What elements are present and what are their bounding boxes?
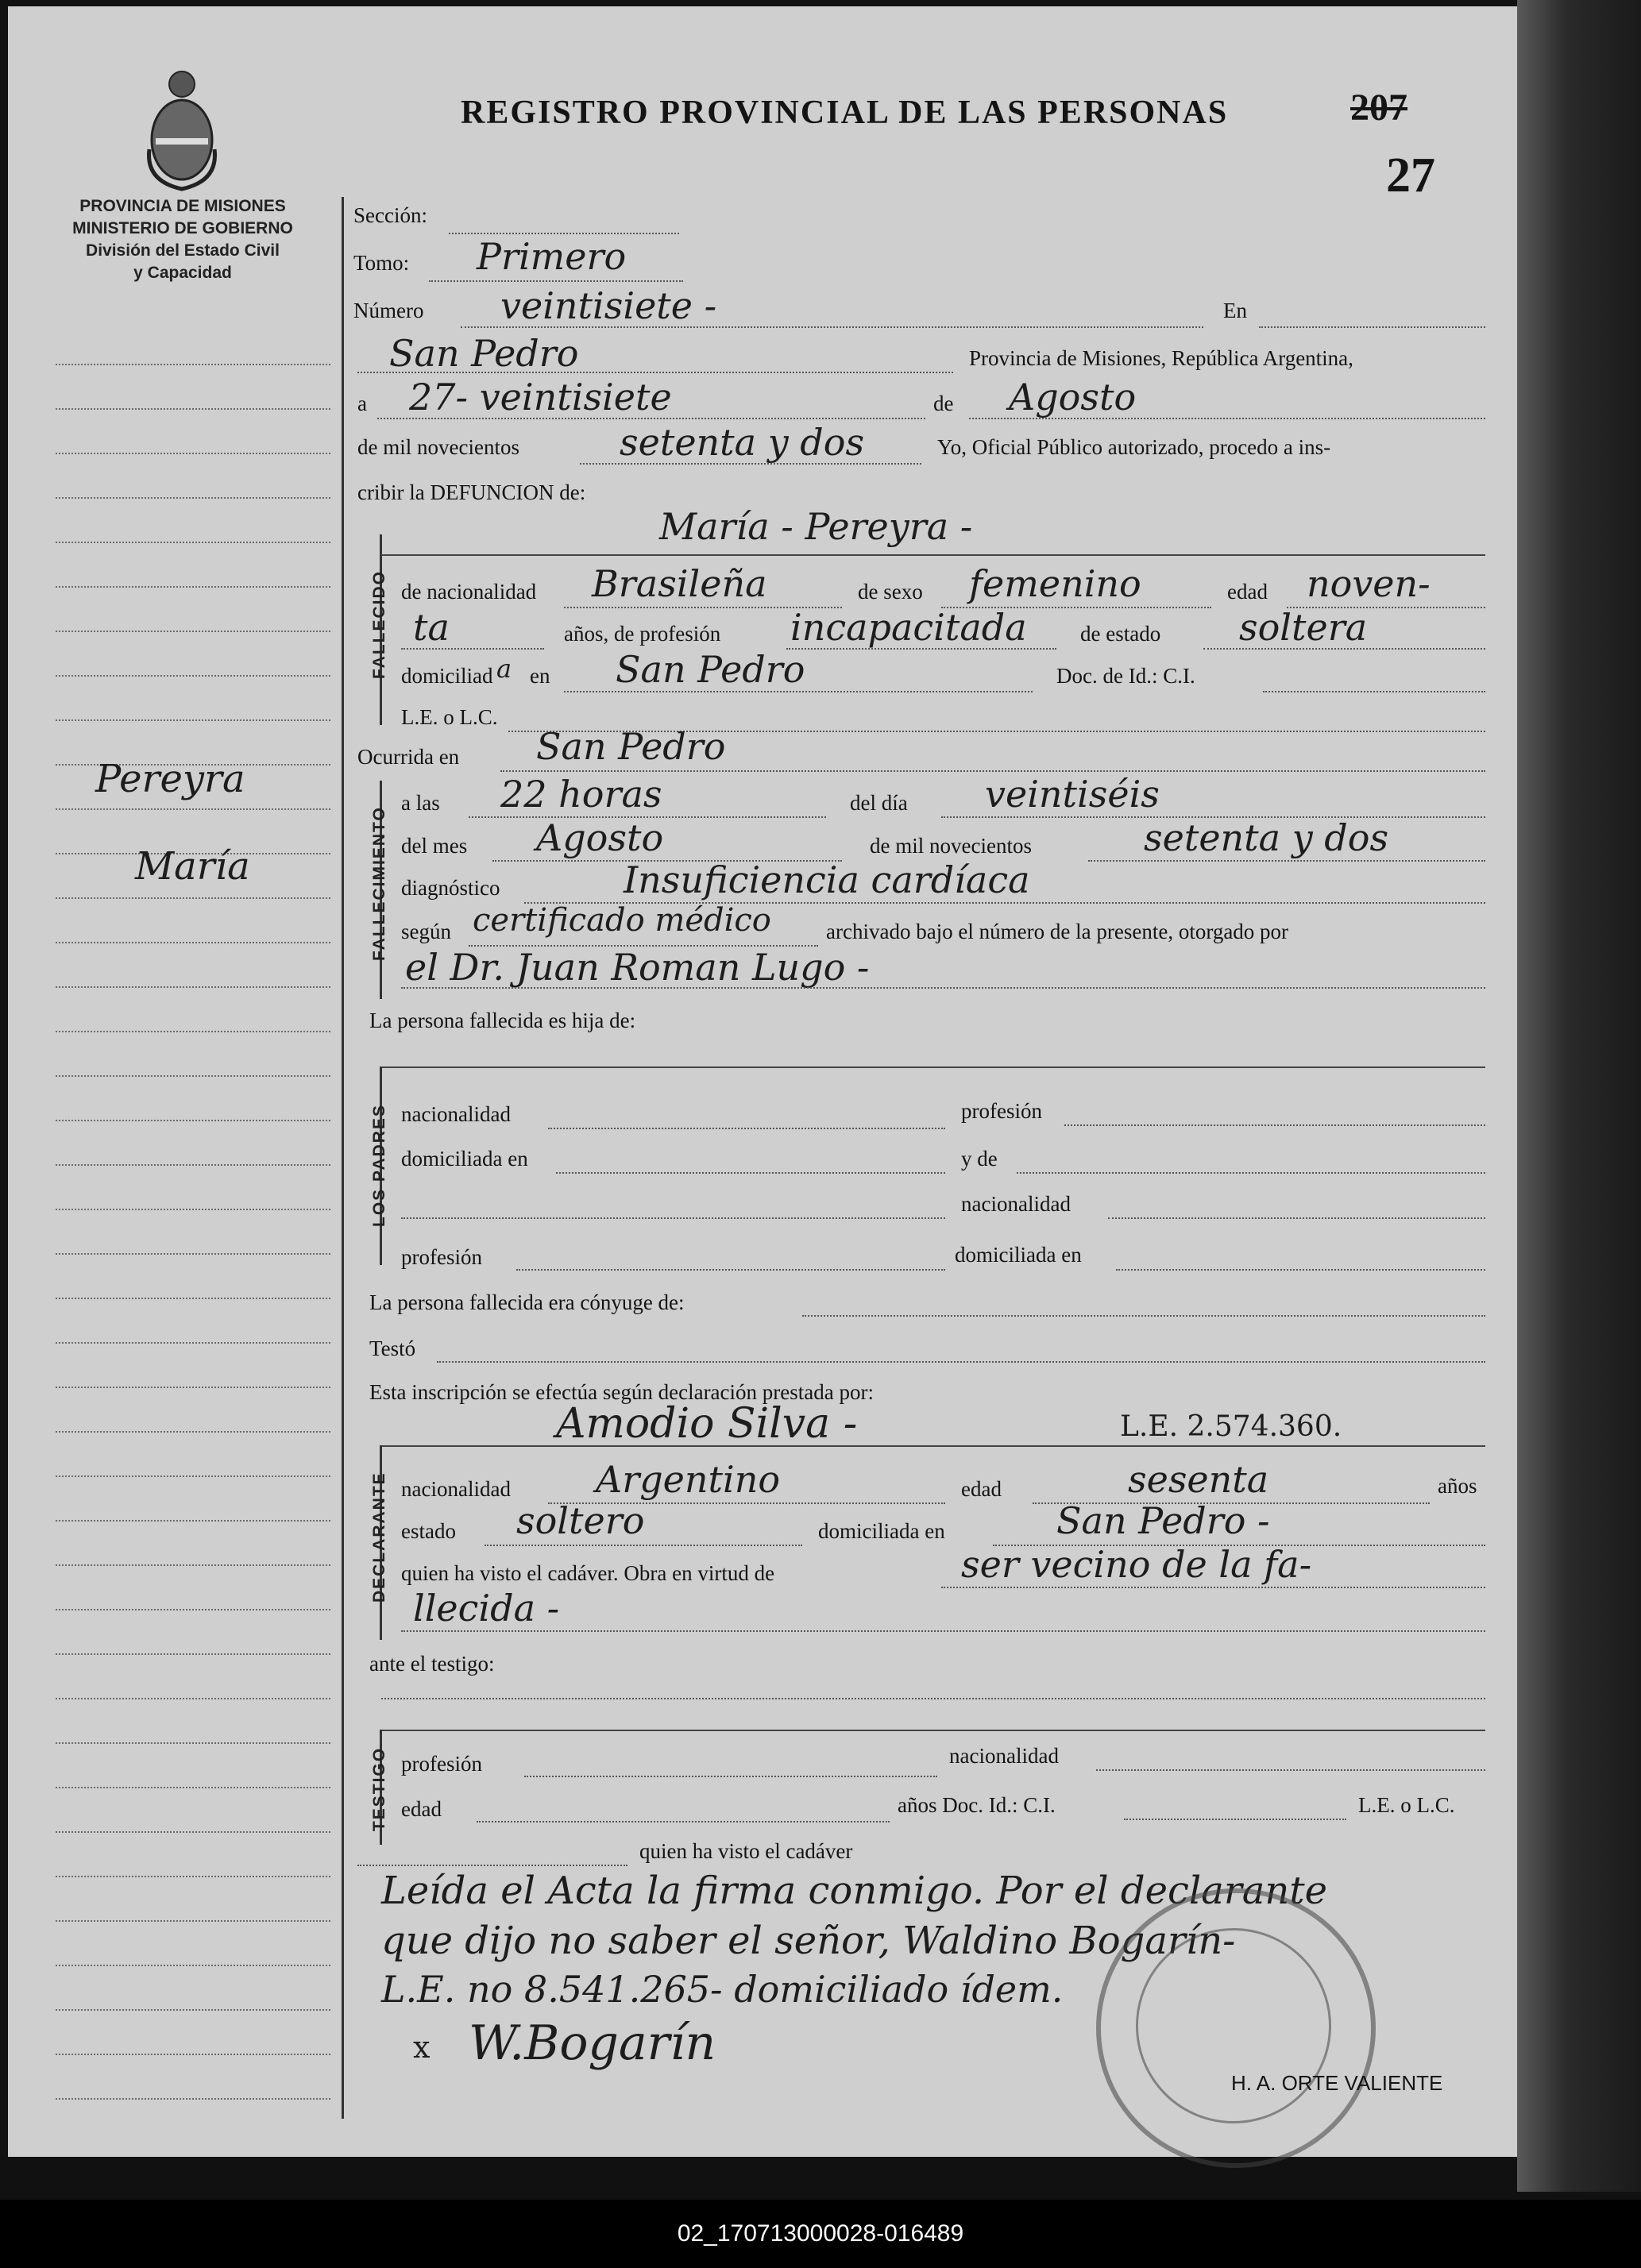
label-testo: Testó <box>369 1336 416 1360</box>
margin-ruled-line <box>56 408 330 410</box>
margin-ruled-line <box>56 1253 330 1255</box>
line-nombre <box>381 554 1485 556</box>
line-profesion-madre <box>516 1269 945 1271</box>
folio-number: 27 <box>1386 148 1435 202</box>
value-decl-obra-1: ser vecino de la fa- <box>961 1543 1312 1586</box>
label-ocurrida-en: Ocurrida en <box>357 745 460 769</box>
margin-ruled-line <box>56 1431 330 1433</box>
line-testigo-nombre <box>381 1698 1485 1699</box>
margin-ruled-line <box>56 1075 330 1077</box>
margin-ruled-line <box>56 808 330 810</box>
line-testigo-profesion <box>524 1776 937 1777</box>
line-conyuge <box>802 1315 1485 1317</box>
label-en-domicilio: en <box>530 664 550 688</box>
coat-of-arms-icon <box>141 62 222 195</box>
value-hora: 22 horas <box>500 773 662 816</box>
value-ocurrida-en: San Pedro <box>536 725 726 768</box>
label-le-lc: L.E. o L.C. <box>401 705 498 729</box>
label-del-mes: del mes <box>401 834 468 858</box>
label-hija-de: La persona fallecida es hija de: <box>369 1009 636 1032</box>
margin-ruled-line <box>56 1209 330 1210</box>
margin-ruled-line <box>56 1164 330 1166</box>
margin-ruled-line <box>56 631 330 632</box>
value-decl-estado: soltero <box>516 1499 645 1542</box>
line-profesion-padre <box>1064 1124 1485 1126</box>
line-decl-estado <box>485 1545 802 1546</box>
side-fallecimiento: FALLECIMIENTO <box>370 806 388 961</box>
label-decl-nacionalidad: nacionalidad <box>401 1477 511 1501</box>
line-decl-obra <box>941 1587 1485 1588</box>
margin-ruled-line <box>56 1787 330 1788</box>
margin-ruled-line <box>56 1965 330 1966</box>
org-division: División del Estado Civil <box>86 241 280 260</box>
line-en <box>1259 326 1485 328</box>
line-testigo-top <box>381 1730 1485 1731</box>
value-segun: certificado médico <box>473 902 771 939</box>
value-nacionalidad: Brasileña <box>592 562 767 605</box>
line-testo <box>437 1361 1485 1363</box>
line-lugar <box>357 372 953 373</box>
book-binding <box>1517 0 1641 2192</box>
line-edad-2 <box>401 648 544 650</box>
label-decl-domiciliada: domiciliada en <box>818 1519 945 1543</box>
label-diagnostico: diagnóstico <box>401 876 500 900</box>
note-line-3: L.E. no 8.541.265- domiciliado ídem. <box>381 1968 1064 2011</box>
page-title: REGISTRO PROVINCIAL DE LAS PERSONAS <box>461 94 1229 131</box>
label-de-nacionalidad: de nacionalidad <box>401 580 537 604</box>
line-madre-nombre <box>401 1217 945 1219</box>
margin-ruled-line <box>56 1742 330 1744</box>
label-en: En <box>1223 299 1247 322</box>
label-domiciliada-madre: domiciliada en <box>955 1243 1082 1267</box>
margin-ruled-line <box>56 675 330 677</box>
value-lugar: San Pedro <box>389 332 579 375</box>
margin-ruled-line <box>56 1520 330 1522</box>
line-testigo-firma <box>357 1865 627 1866</box>
margin-surname: Pereyra <box>95 757 245 801</box>
label-del-dia: del día <box>850 791 908 815</box>
label-nacionalidad-padre: nacionalidad <box>401 1102 511 1126</box>
value-numero: veintisiete - <box>500 284 717 327</box>
value-domicilio-suffix: a <box>496 654 512 684</box>
value-profesion: incapacitada <box>790 606 1027 649</box>
line-ci <box>1263 691 1485 692</box>
label-a: a <box>357 392 367 415</box>
line-domiciliada-padre <box>556 1172 945 1174</box>
margin-ruled-line <box>56 2009 330 2011</box>
label-segun: según <box>401 920 451 943</box>
margin-ruled-line <box>56 1120 330 1121</box>
line-medico <box>401 987 1485 989</box>
label-testigo-edad: edad <box>401 1797 442 1821</box>
margin-ruled-line <box>56 1031 330 1032</box>
label-ante-testigo: ante el testigo: <box>369 1652 495 1676</box>
margin-name: María <box>135 844 250 889</box>
value-decl-nacionalidad: Argentino <box>596 1458 781 1501</box>
org-province: PROVINCIA DE MISIONES <box>79 197 286 215</box>
margin-ruled-line <box>56 1698 330 1699</box>
margin-ruled-line <box>56 1876 330 1877</box>
value-tomo: Primero <box>477 235 627 278</box>
margin-ruled-line <box>56 719 330 721</box>
note-line-1: Leída el Acta la firma conmigo. Por el declarante <box>381 1869 1328 1913</box>
label-profesion-padre: profesión <box>961 1099 1042 1123</box>
folio-struck: 207 <box>1350 87 1407 129</box>
label-y-de: y de <box>961 1147 998 1171</box>
margin-ruled-line <box>56 897 330 899</box>
value-declarante-doc: L.E. 2.574.360. <box>1120 1410 1342 1443</box>
side-padres: LOS PADRES <box>370 1104 388 1227</box>
signature-mark: x <box>413 2030 431 2065</box>
main-vertical-rule <box>342 197 344 2119</box>
value-decl-domicilio: San Pedro - <box>1056 1499 1270 1542</box>
side-testigo: TESTIGO <box>370 1746 388 1832</box>
value-mes-fallec: Agosto <box>536 816 664 859</box>
label-inscripcion: Esta inscripción se efectúa según declaración prestada por: <box>369 1380 874 1404</box>
label-testigo-le-lc: L.E. o L.C. <box>1358 1793 1455 1817</box>
line-nacionalidad-madre <box>1108 1217 1485 1219</box>
label-quien-visto: quien ha visto el cadáver <box>639 1839 853 1863</box>
register-page <box>8 6 1517 2157</box>
value-dia-fallec: veintiséis <box>985 773 1160 816</box>
margin-ruled-line <box>56 2054 330 2055</box>
margin-ruled-line <box>56 1920 330 1922</box>
value-sexo: femenino <box>969 562 1141 605</box>
label-decl-edad: edad <box>961 1477 1002 1501</box>
label-profesion-madre: profesión <box>401 1245 482 1269</box>
line-testigo-edad <box>477 1821 890 1822</box>
label-seccion: Sección: <box>353 203 427 227</box>
note-line-2: que dijo no saber el señor, Waldino Bogarín- <box>381 1919 1236 1963</box>
label-decl-estado: estado <box>401 1519 456 1543</box>
line-declarante <box>381 1445 1485 1447</box>
margin-ruled-line <box>56 1387 330 1388</box>
label-decl-anos: años <box>1438 1474 1477 1498</box>
value-edad-2: ta <box>413 606 450 649</box>
org-ministry: MINISTERIO DE GOBIERNO <box>72 219 293 237</box>
label-conyuge: La persona fallecida era cónyuge de: <box>369 1290 685 1314</box>
margin-ruled-line <box>56 453 330 454</box>
line-nacionalidad-padre <box>548 1128 945 1129</box>
image-caption: 02_170713000028-016489 <box>677 2220 964 2247</box>
value-domicilio: San Pedro <box>616 648 805 691</box>
label-anos-profesion: años, de profesión <box>564 622 721 646</box>
label-de-mil-fallec: de mil novecientos <box>870 834 1032 858</box>
label-doc-id: Doc. de Id.: C.I. <box>1056 664 1195 688</box>
margin-ruled-line <box>56 1564 330 1566</box>
margin-ruled-line <box>56 1609 330 1610</box>
label-testigo-doc: años Doc. Id.: C.I. <box>898 1793 1056 1817</box>
label-tomo: Tomo: <box>353 251 410 275</box>
value-dia: 27- veintisiete <box>409 376 672 418</box>
line-decl-obra-2 <box>401 1630 1485 1632</box>
value-decl-edad: sesenta <box>1128 1458 1269 1501</box>
label-de-sexo: de sexo <box>858 580 923 604</box>
side-fallecido: FALLECIDO <box>370 570 388 679</box>
label-domiciliada-padre: domiciliada en <box>401 1147 528 1171</box>
label-domiciliad: domiciliad <box>401 664 493 688</box>
label-edad: edad <box>1227 580 1268 604</box>
line-padres-top <box>381 1066 1485 1068</box>
line-y-de <box>1017 1172 1485 1174</box>
value-edad-1: noven- <box>1307 562 1431 605</box>
margin-ruled-line <box>56 497 330 499</box>
margin-ruled-line <box>56 986 330 988</box>
label-provincia: Provincia de Misiones, República Argentina, <box>969 346 1353 370</box>
label-testigo-profesion: profesión <box>401 1752 482 1776</box>
line-tomo <box>429 280 683 282</box>
value-declarante: Amodio Silva - <box>556 1400 858 1448</box>
value-estado: soltera <box>1239 606 1368 649</box>
margin-ruled-line <box>56 1298 330 1299</box>
label-yo-oficial: Yo, Oficial Público autorizado, procedo a ins- <box>937 435 1331 459</box>
label-de-estado: de estado <box>1080 622 1161 646</box>
label-de: de <box>933 392 954 415</box>
value-diagnostico: Insuficiencia cardíaca <box>624 858 1030 901</box>
value-anio: setenta y dos <box>620 421 865 464</box>
label-testigo-nacionalidad: nacionalidad <box>949 1744 1059 1768</box>
label-numero: Número <box>353 299 424 322</box>
margin-ruled-line <box>56 2098 330 2100</box>
line-testigo-ci <box>1124 1819 1346 1820</box>
margin-ruled-line <box>56 364 330 365</box>
line-domicilio <box>564 691 1033 692</box>
line-seccion <box>449 233 679 234</box>
label-a-las: a las <box>401 791 440 815</box>
label-archivado: archivado bajo el número de la presente, otorgado por <box>826 920 1289 943</box>
official-name: H. A. ORTE VALIENTE <box>1231 2071 1443 2095</box>
value-nombre: María - Pereyra - <box>659 505 973 548</box>
label-cribir: cribir la DEFUNCION de: <box>357 480 586 504</box>
org-capacity: y Capacidad <box>133 264 232 282</box>
label-de-mil: de mil novecientos <box>357 435 519 459</box>
value-anio-fallec: setenta y dos <box>1144 816 1389 859</box>
label-nacionalidad-madre: nacionalidad <box>961 1192 1071 1216</box>
label-quien-visto-obra: quien ha visto el cadáver. Obra en virtud de <box>401 1561 775 1585</box>
side-declarante: DECLARANTE <box>370 1472 388 1603</box>
line-testigo-nacionalidad <box>1096 1769 1485 1771</box>
line-ocurrida <box>500 770 1485 772</box>
margin-ruled-line <box>56 542 330 543</box>
margin-ruled-line <box>56 942 330 943</box>
margin-ruled-line <box>56 1831 330 1833</box>
signature-witness: W.Bogarín <box>469 2015 716 2071</box>
value-medico: el Dr. Juan Roman Lugo - <box>405 946 870 989</box>
value-decl-obra-2: llecida - <box>413 1587 560 1630</box>
margin-ruled-line <box>56 586 330 588</box>
line-anio-fallec <box>1088 860 1485 862</box>
margin-ruled-line <box>56 1653 330 1655</box>
value-mes: Agosto <box>1009 376 1137 418</box>
margin-ruled-line <box>56 1475 330 1477</box>
margin-ruled-line <box>56 1342 330 1344</box>
line-domiciliada-madre <box>1116 1269 1485 1271</box>
